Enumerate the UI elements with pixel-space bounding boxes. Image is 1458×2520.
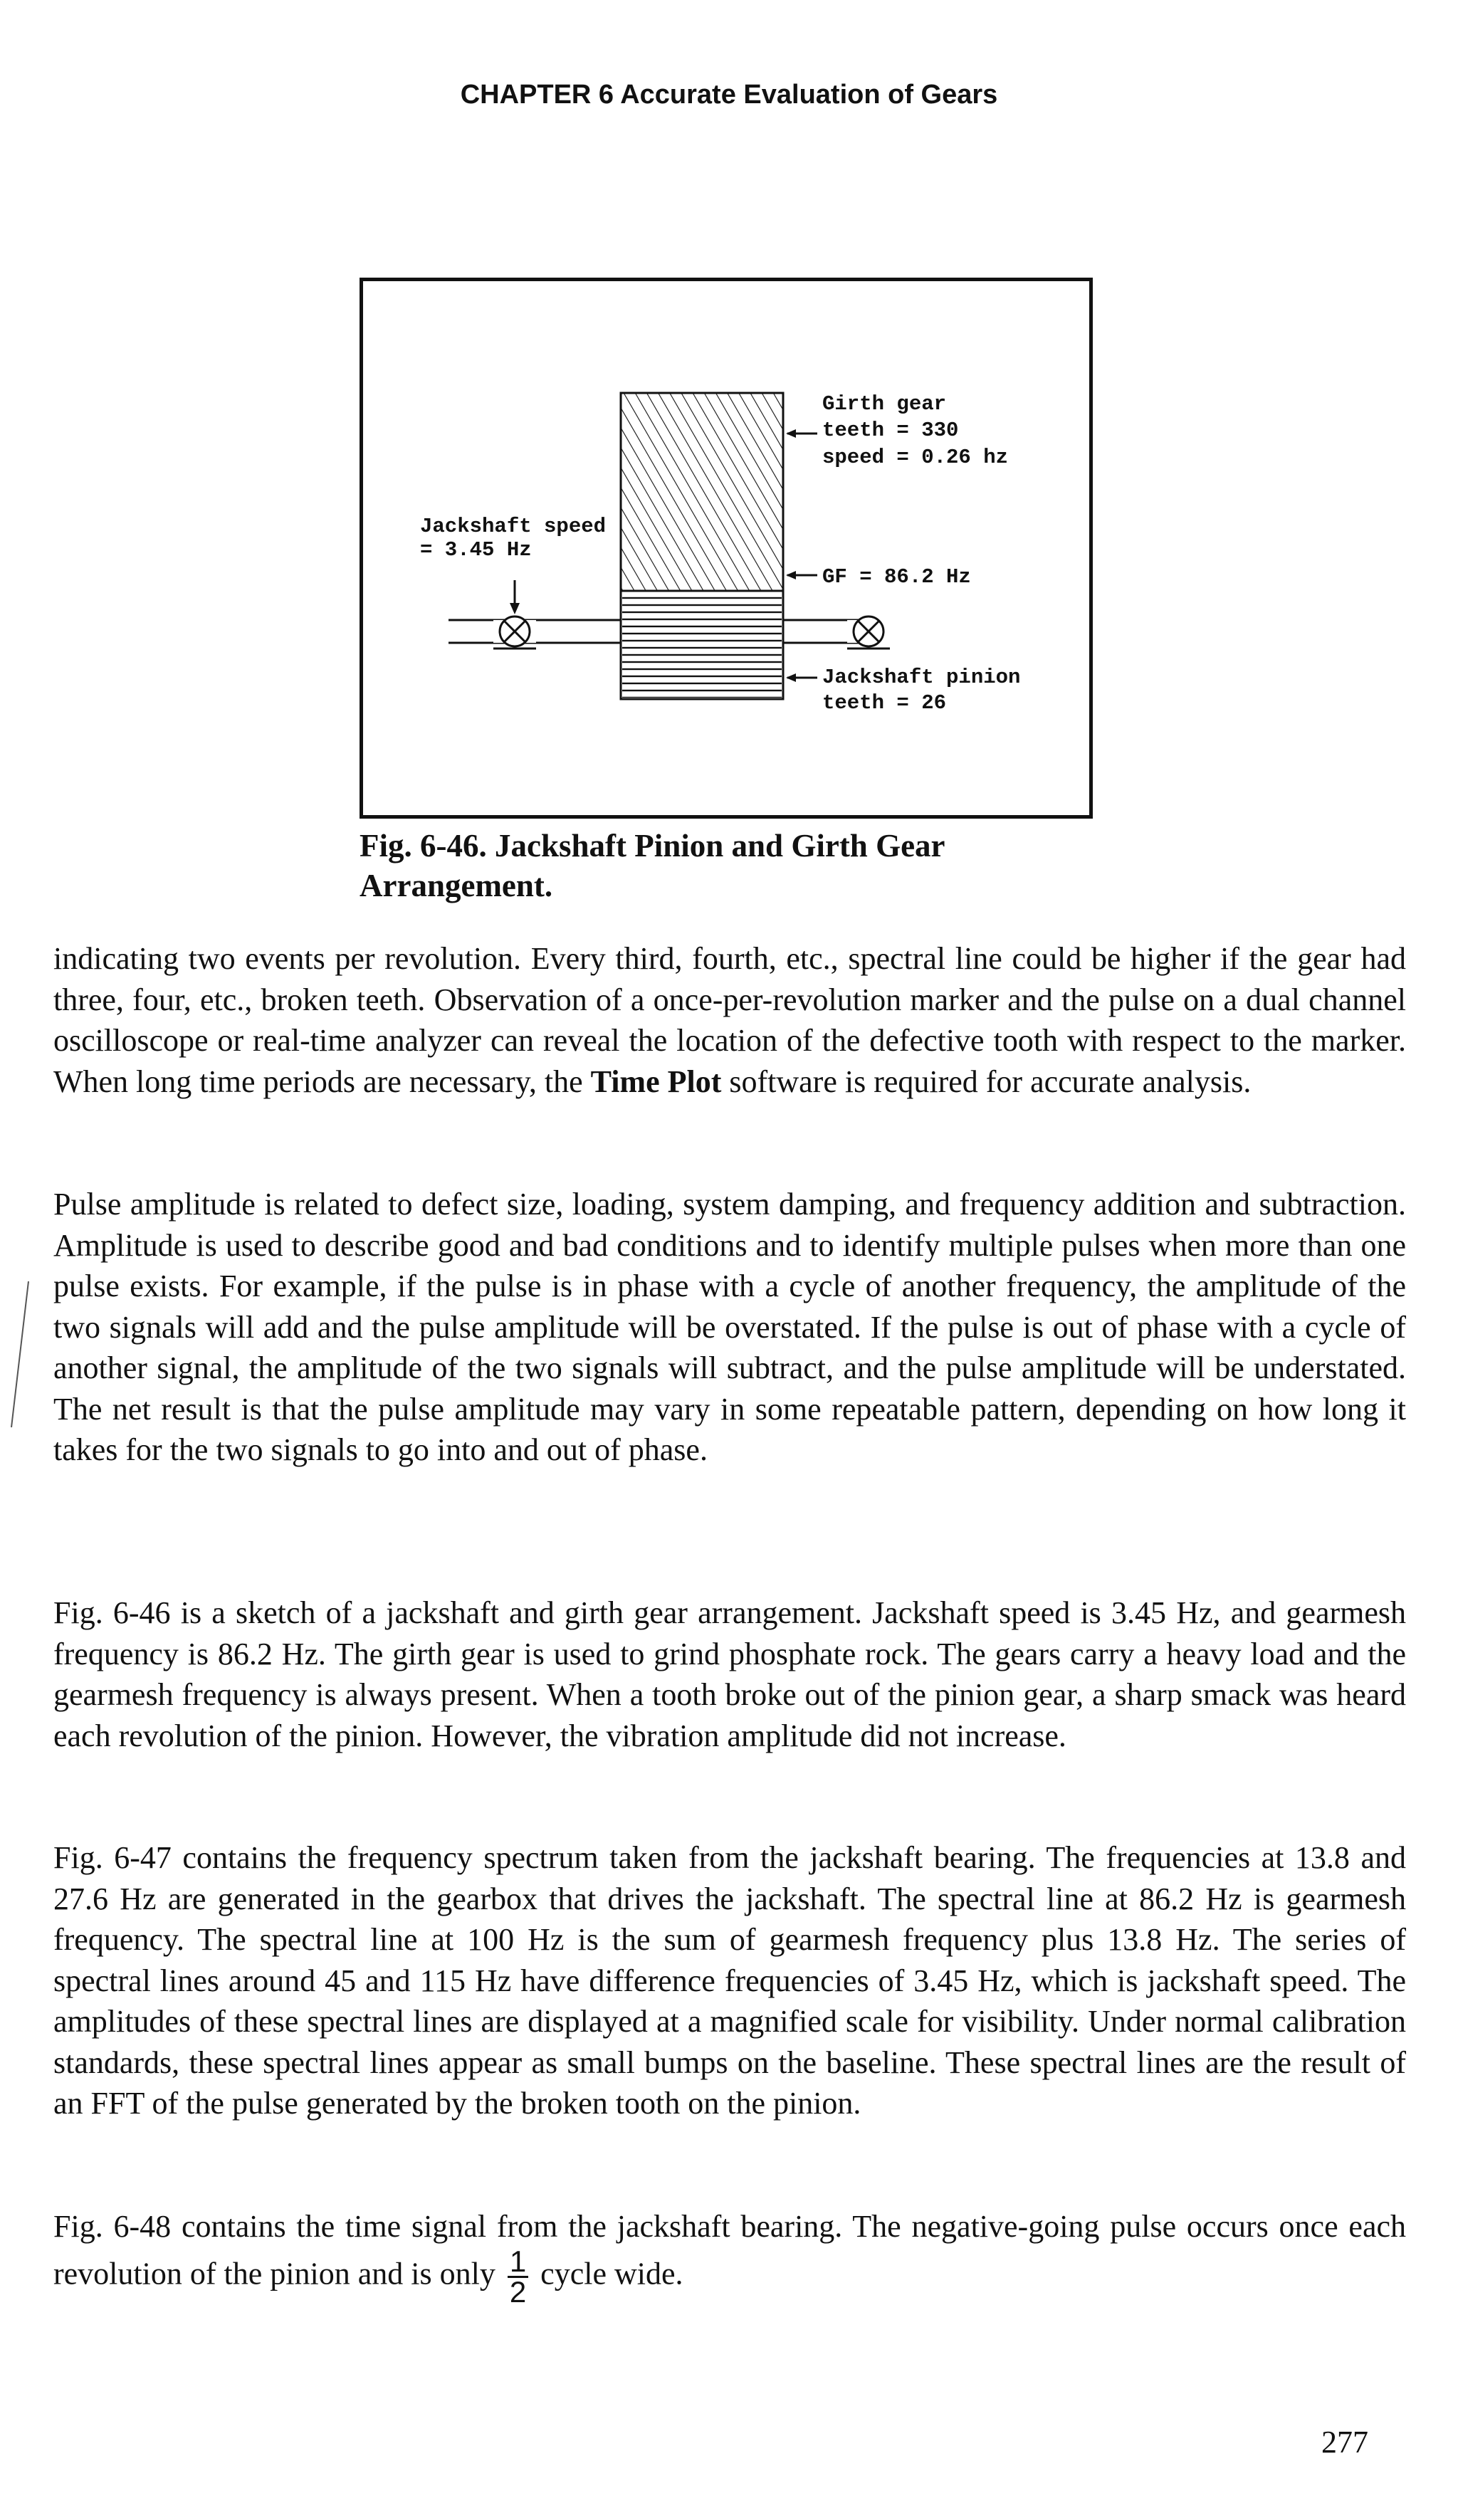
fraction-denominator: 2	[509, 2274, 527, 2309]
margin-pencil-mark	[7, 1274, 36, 1438]
girth-gear-speed: speed = 0.26 hz	[822, 446, 1009, 469]
gearmesh-label: GF = 86.2 Hz	[822, 565, 971, 589]
paragraph-1-text-b: software is required for accurate analysis.	[721, 1064, 1252, 1099]
girth-gear-teeth: teeth = 330	[822, 419, 959, 442]
caption-line-2: Arrangement.	[360, 868, 553, 903]
paragraph-5-text-b: cycle wide.	[533, 2256, 683, 2291]
figure-caption	[360, 826, 1114, 905]
paragraph-2: Pulse amplitude is related to defect size, loading, system damping, and frequency addition and subtraction. Amplitude is used to describe good and bad conditions and to identify multiple pulses when more than one pulse exists. For example, if the pulse is in phase with a cycle of another frequency, the amplitude of the two signals will add and the pulse amplitude will be overstated. If the pulse is out of phase with a cycle of another signal, the amplitude of the two signals will subtract, and the pulse amplitude will be understated. The net result is that the pulse amplitude may vary in some repeatable pattern, depending on how long it takes for the two signals to go into and out of phase.	[53, 1187, 1406, 1467]
fraction-numerator: 1	[508, 2247, 528, 2278]
gearmesh-pointer	[786, 571, 817, 579]
pinion-label: Jackshaft pinion	[822, 666, 1021, 689]
girth-gear-pointer	[786, 429, 817, 438]
pinion-teeth: teeth = 26	[822, 691, 947, 715]
fraction-one-half	[508, 2244, 528, 2309]
paragraph-1-text-a: indicating two events per revolution. Every third, fourth, etc., spectral line could be higher if the gear had three, four, etc., broken teeth. Observation of a once-per-revolution marker and the pulse on a dual channel oscilloscope or real-time analyzer can reveal the location of the defective tooth with respect to the marker. When long time periods are necessary, the	[53, 941, 1406, 1099]
time-plot-term: Time Plot	[590, 1064, 722, 1099]
figure-6-46	[360, 278, 1093, 819]
paragraph-3: Fig. 6-46 is a sketch of a jackshaft and girth gear arrangement. Jackshaft speed is 3.45 Hz, and gearmesh frequency is 86.2 Hz. The girth gear is used to grind phosphate rock. The gears carry a heavy load and the gearmesh frequency is always present. When a tooth broke out of the pinion gear, a sharp smack was heard each revolution of the pinion. However, the vibration amplitude did not increase.	[53, 1595, 1406, 1753]
paragraph-1	[53, 938, 1406, 1102]
gear-arrangement-diagram	[363, 281, 1096, 822]
chapter-header: CHAPTER 6 Accurate Evaluation of Gears	[460, 80, 998, 110]
jackshaft-speed-label: Jackshaft speed	[420, 515, 607, 538]
paragraph-5	[53, 2206, 1406, 2309]
pinion-pointer	[786, 673, 817, 682]
page-number: 277	[1321, 2425, 1368, 2459]
jackshaft-speed-value: = 3.45 Hz	[420, 538, 532, 562]
paragraph-5-text-a: Fig. 6-48 contains the time signal from the jackshaft bearing. The negative-going pulse occurs once each revolution of the pinion and is only	[53, 2209, 1406, 2291]
girth-gear-label: Girth gear	[822, 392, 947, 416]
paragraph-4: Fig. 6-47 contains the frequency spectrum taken from the jackshaft bearing. The frequencies at 13.8 and 27.6 Hz are generated in the gearbox that drives the jackshaft. The spectral line at 86.2 Hz is gearmesh frequency. The spectral line at 100 Hz is the sum of gearmesh frequency plus 13.8 Hz. The series of spectral lines around 45 and 115 Hz have difference frequencies of 3.45 Hz, which is jackshaft speed. The amplitudes of these spectral lines are displayed at a magnified scale for visibility. Under normal calibration standards, these spectral lines appear as small bumps on the baseline. These spectral lines are the result of an FFT of the pulse generated by the broken tooth on the pinion.	[53, 1840, 1406, 2121]
caption-line-1: Fig. 6-46. Jackshaft Pinion and Girth Gear	[360, 828, 945, 863]
